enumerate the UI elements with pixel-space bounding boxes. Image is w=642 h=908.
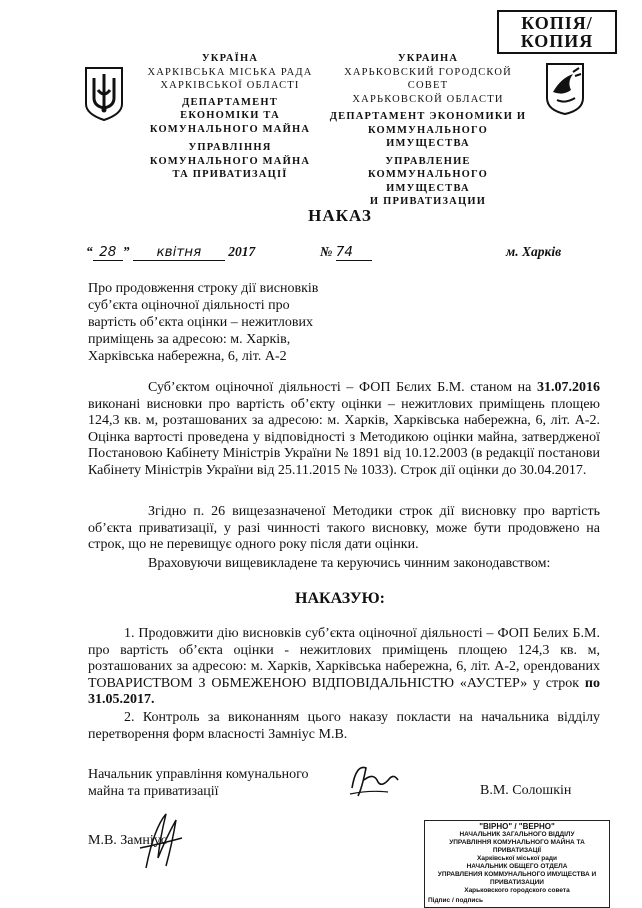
- date-month: квітня: [133, 244, 225, 261]
- order-item-2: 2. Контроль за виконанням цього наказу покласти на начальника відділу перетворення форм власності Замніус М.В.: [88, 710, 600, 742]
- signature-executor-icon: [136, 808, 186, 872]
- certification-stamp: [424, 820, 610, 908]
- header-ua-council: ХАРКІВСЬКА МІСЬКА РАДА: [147, 66, 313, 78]
- order-item-1-deadline: по 31.05.2017.: [88, 675, 600, 707]
- date-year: 2017: [228, 244, 256, 259]
- paragraph-3: Враховуючи вищевикладене та керуючись чинним законодавством:: [148, 556, 551, 571]
- header-ru-region: ХАРЬКОВСКОЙ ОБЛАСТИ: [352, 93, 504, 105]
- paragraph-1-start: Суб’єктом оціночної діяльності – ФОП Бєлих Б.М. станом на: [148, 380, 537, 395]
- header-ua-country: УКРАЇНА: [201, 53, 259, 64]
- subject-line: вартість об’єкта оцінки – нежитлових: [88, 315, 313, 330]
- stamp-line: "ВІРНО" / "ВЕРНО": [479, 822, 555, 831]
- header-ua-office3: ТА ПРИВАТИЗАЦІЇ: [172, 169, 288, 180]
- number-label: №: [320, 244, 333, 259]
- header-ua-dept2: ЕКОНОМІКИ ТА: [180, 110, 280, 121]
- stamp-line: НАЧАЛЬНИК ЗАГАЛЬНОГО ВІДДІЛУ: [459, 831, 575, 838]
- copy-stamp-line2: КОПИЯ: [520, 31, 594, 51]
- header-ua-office1: УПРАВЛІННЯ: [188, 142, 272, 153]
- signature-head-icon: [344, 758, 404, 802]
- kharkiv-emblem-icon: [543, 60, 587, 116]
- document-title: НАКАЗ: [308, 206, 372, 225]
- header-ru-council1: ХАРЬКОВСКИЙ ГОРОДСКОЙ: [344, 66, 512, 78]
- header-ua-office2: КОМУНАЛЬНОГО МАЙНА: [149, 155, 311, 167]
- date-day: 28: [93, 244, 123, 261]
- header-ua-region: ХАРКІВСЬКОЇ ОБЛАСТІ: [160, 80, 300, 91]
- subject-line: суб’єкта оціночної діяльності про: [88, 298, 290, 313]
- header-ukrainian: [140, 52, 320, 182]
- trident-emblem-icon: [82, 64, 126, 122]
- stamp-line: УПРАВЛІННЯ КОМУНАЛЬНОГО МАЙНА ТА ПРИВАТИЗАЦІЇ: [449, 839, 585, 854]
- header-ru-office2: КОММУНАЛЬНОГО ИМУЩЕСТВА: [367, 169, 489, 194]
- signatory-name: В.М. Солошкін: [480, 783, 572, 798]
- header-ru-council2: СОВЕТ: [407, 80, 449, 91]
- signatory-position-line2: майна та приватизації: [88, 784, 219, 799]
- header-ru-dept2: КОММУНАЛЬНОГО ИМУЩЕСТВА: [367, 124, 489, 149]
- subject-line: Харківська набережна, 6, літ. А-2: [88, 349, 287, 364]
- stamp-line: УПРАВЛЕНИЯ КОММУНАЛЬНОГО ИМУЩЕСТВА И ПРИВАТИЗАЦИИ: [437, 871, 597, 886]
- number-value: 74: [336, 244, 372, 261]
- header-ru-office3: И ПРИВАТИЗАЦИИ: [369, 196, 487, 207]
- order-word: НАКАЗУЮ:: [295, 590, 385, 607]
- copy-stamp: [497, 10, 617, 54]
- subject-line: приміщень за адресою: м. Харків,: [88, 332, 291, 347]
- paragraph-1: [88, 380, 600, 479]
- stamp-line: Підпис / подпись: [428, 897, 484, 904]
- order-item-1-text: 1. Продовжити дію висновків суб’єкта оціночної діяльності – ФОП Белих Б.М. про вартість об’єкта оцінки - нежитлових приміщень площею 124,3 кв. м, розташованих за адресою: м. Харків, Харківська набережна, 6, літ. А-2, орендованих ТОВАРИСТВОМ З ОБМЕЖЕНОЮ ВІДПОВІДАЛЬНІСТЮ «АУСТЕР» у строк: [88, 626, 600, 691]
- paragraph-2: Згідно п. 26 вищезазначеної Методики строк дії висновку про вартість об’єкта приватизації, у разі чинності такого висновку, може бути продовжено на строк, що не перевищує одного року після дати оцінки.: [88, 504, 600, 552]
- city: м. Харків: [506, 244, 562, 259]
- paragraph-1-end: виконані висновки про вартість об’єкту оцінки – нежитлових приміщень площею 124,3 кв. м, розташованих за адресою: м. Харків, Харківська набережна, 6, літ. А-2. Оцінка вартості проведена у відповідності з Методикою оцінки майна, затвердженої Постановою Кабінету Міністрів України № 1891 від 10.12.2003 (в редакції постанови Кабінету Міністрів України від 25.11.2015 № 1033). Строк дії оцінки до 30.04.2017.: [88, 396, 600, 478]
- stamp-line: Харьковского городского совета: [464, 887, 570, 894]
- prepared-by: М.В. Замніус: [88, 833, 167, 848]
- header-ru-country: УКРАИНА: [397, 53, 459, 64]
- stamp-line: НАЧАЛЬНИК ОБЩЕГО ОТДЕЛА: [466, 863, 568, 870]
- signatory-position-line1: Начальник управління комунального: [88, 767, 309, 782]
- header-ua-dept3: КОМУНАЛЬНОГО МАЙНА: [149, 123, 311, 135]
- date-line: “ 28 ” квітня 2017: [86, 244, 256, 260]
- header-ua-dept1: ДЕПАРТАМЕНТ: [182, 96, 278, 108]
- order-item-1: [88, 626, 600, 709]
- signatory-position: [88, 766, 309, 800]
- order-number: [320, 244, 372, 261]
- header-ru-office1: УПРАВЛЕНИЕ: [385, 155, 471, 167]
- stamp-line: Харківської міської ради: [477, 855, 557, 862]
- header-ru-dept1: ДЕПАРТАМЕНТ ЭКОНОМИКИ И: [329, 111, 527, 122]
- header-russian: [328, 52, 528, 209]
- order-subject: [88, 280, 368, 365]
- paragraph-1-date: 31.07.2016: [537, 380, 600, 395]
- subject-line: Про продовження строку дії висновків: [88, 281, 319, 296]
- copy-stamp-line1: КОПІЯ/: [521, 13, 593, 33]
